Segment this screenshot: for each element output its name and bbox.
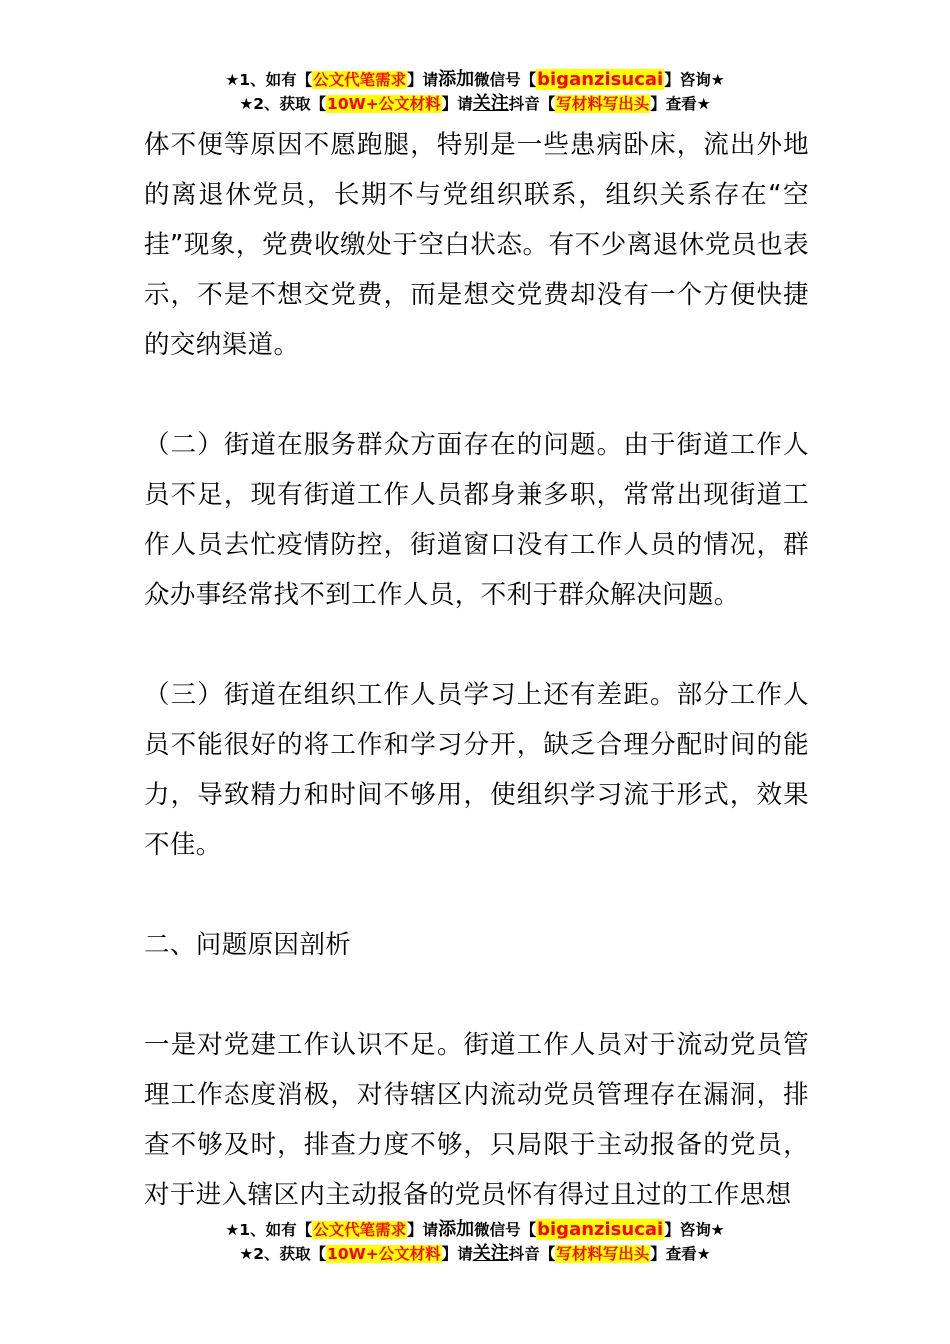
footer-highlight-ghostwriting: 公文代笔需求 — [313, 1221, 407, 1239]
paragraph-2: （二）街道在服务群众方面存在的问题。由于街道工作人员不足，现有街道工作人员都身兼多职，常常出现街道工作人员去忙疫情防控，街道窗口没有工作人员的情况，群众办事经常找不到工作人员，不利于群众解决问题。 — [144, 430, 809, 610]
highlight-douyin: 写材料写出头 — [556, 95, 650, 113]
footer-highlight-wechat-id: biganzisucai — [537, 1219, 664, 1240]
highlight-ghostwriting: 公文代笔需求 — [313, 71, 407, 89]
highlight-materials: 10W+公文材料 — [327, 95, 441, 113]
banner-line-1: ★1、如有【公文代笔需求】请添加微信号【biganzisucai】咨询★ — [225, 69, 725, 90]
section-heading: 二、问题原因剖析 — [144, 930, 352, 960]
footer-highlight-douyin: 写材料写出头 — [556, 1245, 650, 1263]
footer-line-1: ★1、如有【公文代笔需求】请添加微信号【biganzisucai】咨询★ — [225, 1219, 725, 1240]
footer-highlight-materials: 10W+公文材料 — [327, 1245, 441, 1263]
paragraph-1: 体不便等原因不愿跑腿，特别是一些患病卧床，流出外地的离退休党员，长期不与党组织联系，组织关系存在“空挂”现象，党费收缴处于空白状态。有不少离退休党员也表示，不是不想交党费，而是想交党费却没有一个方便快捷的交纳渠道。 — [144, 130, 809, 360]
paragraph-3: （三）街道在组织工作人员学习上还有差距。部分工作人员不能很好的将工作和学习分开，缺乏合理分配时间的能力，导致精力和时间不够用，使组织学习流于形式，效果不佳。 — [144, 680, 809, 860]
highlight-wechat-id: biganzisucai — [537, 69, 664, 90]
header-banner — [0, 68, 950, 116]
banner-line-2: ★2、获取【10W+公文材料】请关注抖音【写材料写出头】查看★ — [239, 93, 711, 114]
footer-banner — [0, 1218, 950, 1266]
footer-line-2: ★2、获取【10W+公文材料】请关注抖音【写材料写出头】查看★ — [239, 1243, 711, 1264]
paragraph-4: 一是对党建工作认识不足。街道工作人员对于流动党员管理工作态度消极，对待辖区内流动党员管理存在漏洞，排查不够及时，排查力度不够，只局限于主动报备的党员，对于进入辖区内主动报备的党员怀有得过且过的工作思想 — [144, 1030, 809, 1210]
document-body — [144, 120, 809, 1220]
